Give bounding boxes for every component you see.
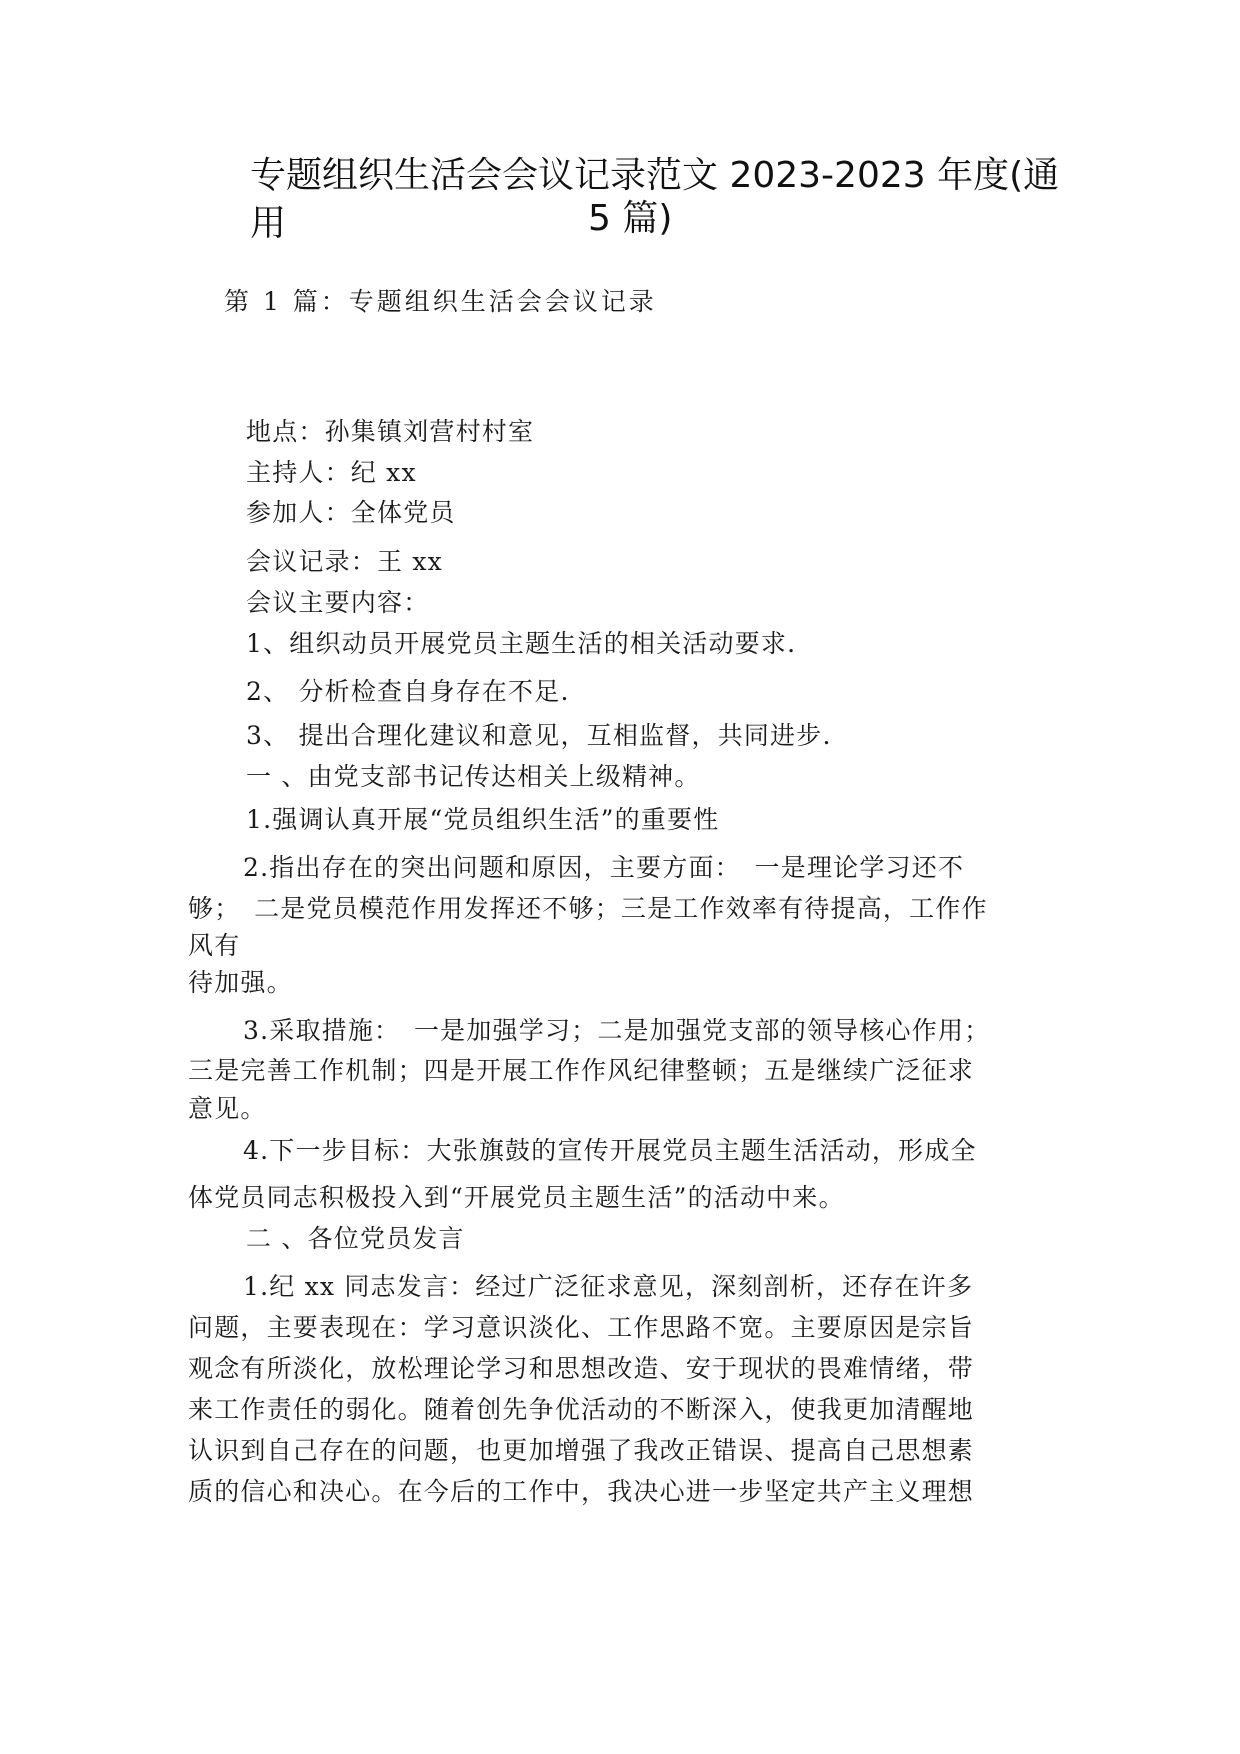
part1-item-2-line-1: 2.指出存在的突出问题和原因，主要方面： 一是理论学习还不: [243, 853, 965, 882]
part1-item-3-line-1: 3.采取措施： 一是加强学习；二是加强党支部的领导核心作用；: [243, 1016, 991, 1045]
part2-heading: 二 、各位党员发言: [246, 1224, 465, 1253]
document-title-line-1: 专题组织生活会会议记录范文 2023-2023 年度(通用: [250, 155, 1060, 244]
part2-item-1-line-5: 认识到自己存在的问题，也更加增强了我改正错误、提高自己思想素: [188, 1436, 975, 1465]
part1-item-3-line-3: 意见。: [188, 1094, 267, 1123]
part1-item-4-line-1: 4.下一步目标：大张旗鼓的宣传开展党员主题生活活动，形成全: [243, 1136, 977, 1165]
agenda-item-3: 3、 提出合理化建议和意见，互相监督，共同进步.: [246, 721, 832, 750]
meta-recorder: 会议记录：王 xx: [246, 547, 443, 576]
part1-item-4-line-2: 体党员同志积极投入到“开展党员主题生活”的活动中来。: [188, 1183, 845, 1212]
part2-item-1-line-1: 1.纪 xx 同志发言：经过广泛征求意见，深刻剖析，还存在许多: [243, 1272, 974, 1301]
agenda-item-2: 2、 分析检查自身存在不足.: [246, 677, 570, 706]
part2-item-1-line-3: 观念有所淡化，放松理论学习和思想改造、安于现状的畏难情绪，带: [188, 1354, 975, 1383]
part2-item-1-line-6: 质的信心和决心。在今后的工作中，我决心进一步坚定共产主义理想: [188, 1477, 975, 1506]
meta-main-content-label: 会议主要内容：: [246, 588, 430, 617]
part1-item-3-line-2: 三是完善工作机制；四是开展工作作风纪律整顿；五是继续广泛征求: [188, 1056, 975, 1085]
part1-item-2-line-4: 待加强。: [188, 968, 293, 997]
part1-item-2-line-3: 风有: [188, 931, 241, 960]
part1-heading: 一 、由党支部书记传达相关上级精神。: [246, 762, 701, 791]
section-heading: 第 1 篇：专题组织生活会会议记录: [224, 287, 657, 316]
meta-location: 地点：孙集镇刘营村村室: [246, 417, 535, 446]
part1-item-2-line-2: 够； 二是党员模范作用发挥还不够；三是工作效率有待提高，工作作: [188, 894, 988, 923]
meta-host: 主持人：纪 xx: [246, 458, 417, 487]
part2-item-1-line-2: 问题，主要表现在：学习意识淡化、工作思路不宽。主要原因是宗旨: [188, 1313, 975, 1342]
part2-item-1-line-4: 来工作责任的弱化。随着创先争优活动的不断深入，使我更加清醒地: [188, 1395, 975, 1424]
meta-participants: 参加人：全体党员: [246, 498, 456, 527]
part1-item-1: 1.强调认真开展“党员组织生活”的重要性: [246, 805, 720, 834]
agenda-item-1: 1、组织动员开展党员主题生活的相关活动要求.: [246, 629, 797, 658]
document-title-line-2: 5 篇): [588, 198, 673, 239]
